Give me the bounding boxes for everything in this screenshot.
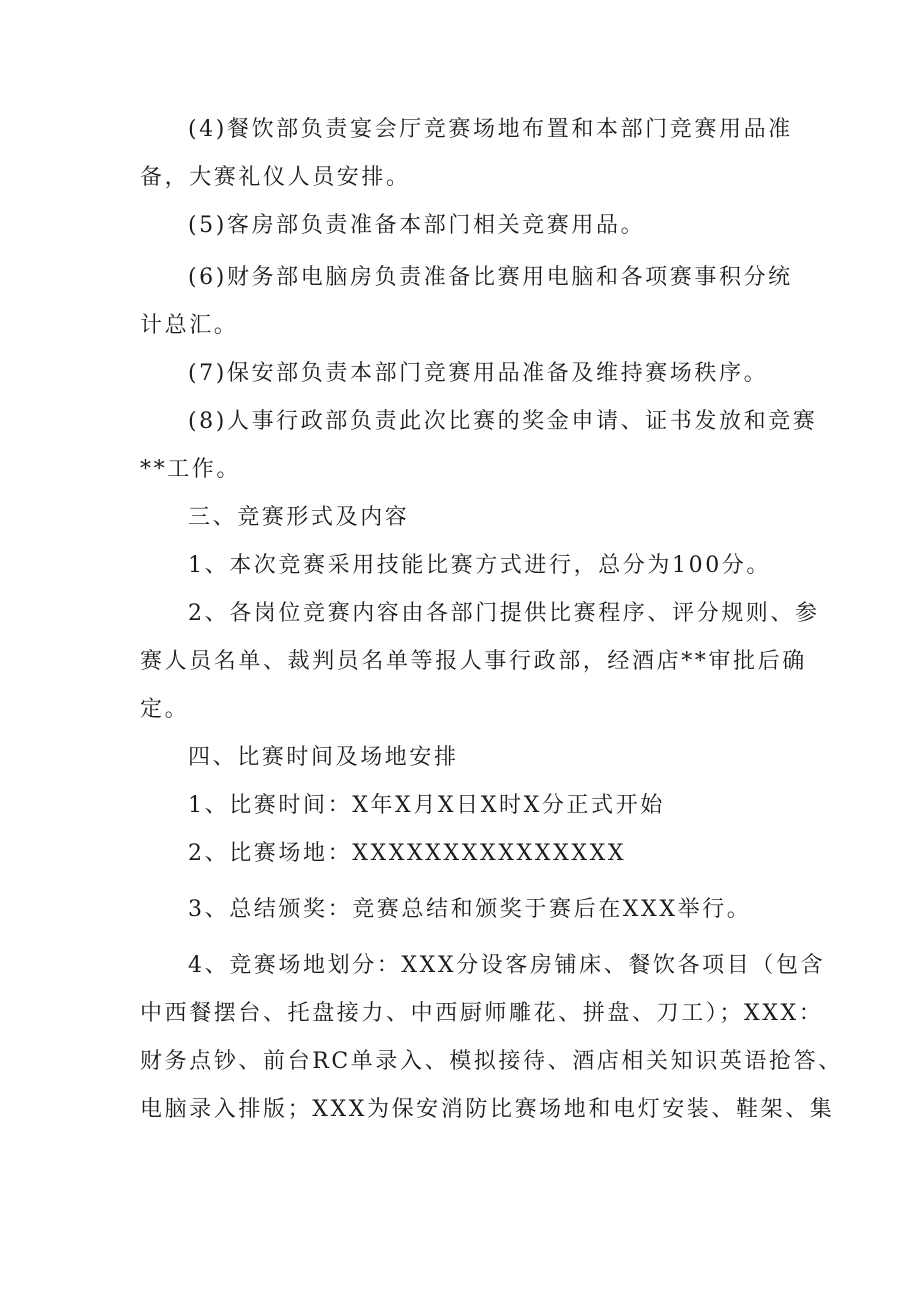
paragraph-line: 4、竞赛场地划分：XXX分设客房铺床、餐饮各项目（包含 [188,953,826,978]
paragraph-line: 财务点钞、前台RC单录入、模拟接待、酒店相关知识英语抢答、 [140,1049,843,1074]
paragraph-line: (4)餐饮部负责宴会厅竞赛场地布置和本部门竞赛用品准 [188,117,793,142]
paragraph-line: 电脑录入排版；XXX为保安消防比赛场地和电灯安装、鞋架、集 [140,1097,835,1122]
paragraph-line: 3、总结颁奖：竞赛总结和颁奖于赛后在XXX举行。 [188,897,752,922]
paragraph-line: 中西餐摆台、托盘接力、中西厨师雕花、拼盘、刀工）；XXX： [140,1001,824,1026]
paragraph-line: 1、本次竞赛采用技能比赛方式进行，总分为100分。 [188,553,771,578]
paragraph-line: (7)保安部负责本部门竞赛用品准备及维持赛场秩序。 [188,361,769,386]
paragraph-line: (5)客房部负责准备本部门相关竞赛用品。 [188,213,646,238]
paragraph-line: **工作。 [140,457,242,482]
paragraph-line: 2、比赛场地：XXXXXXXXXXXXXXX [188,841,627,866]
paragraph-line: (8)人事行政部负责此次比赛的奖金申请、证书发放和竞赛 [188,409,818,434]
section-heading: 四、比赛时间及场地安排 [188,745,459,770]
paragraph-line: 2、各岗位竞赛内容由各部门提供比赛程序、评分规则、参 [188,601,820,626]
paragraph-line: (6)财务部电脑房负责准备比赛用电脑和各项赛事积分统 [188,265,793,290]
paragraph-line: 计总汇。 [140,313,239,338]
section-heading: 三、竞赛形式及内容 [188,505,410,530]
paragraph-line: 备，大赛礼仪人员安排。 [140,165,411,190]
paragraph-line: 定。 [140,697,190,722]
paragraph-line: 1、比赛时间：X年X月X日X时X分正式开始 [188,793,665,818]
paragraph-line: 赛人员名单、裁判员名单等报人事行政部，经酒店**审批后确 [140,649,807,674]
